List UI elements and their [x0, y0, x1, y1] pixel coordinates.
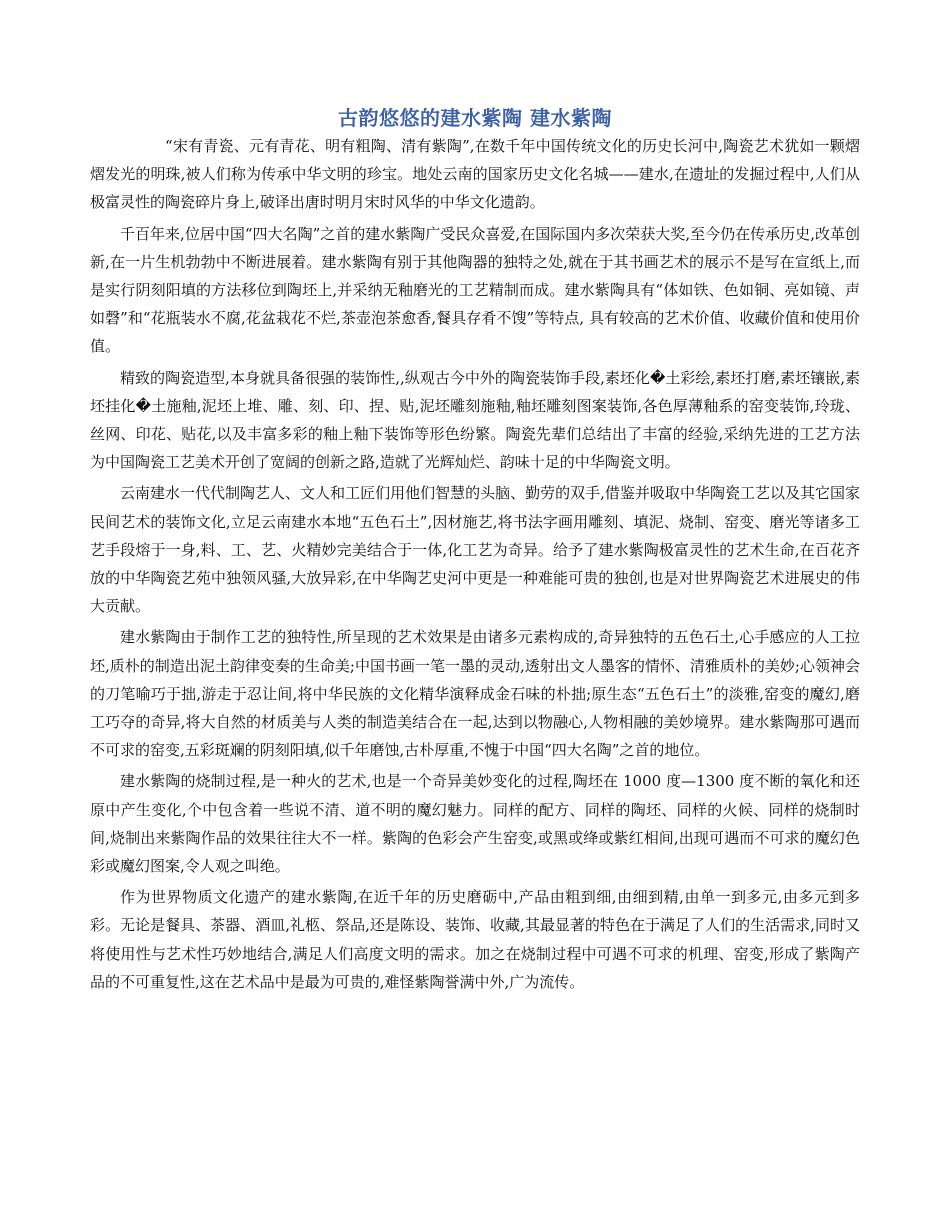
paragraph-artisans: 云南建水一代代制陶艺人、文人和工匠们用他们智慧的头脑、勤劳的双手,借鉴并吸取中华陶瓷工艺以及其它国家民间艺术的装饰文化,立足云南建水本地“五色石土”,因材施艺,将书法字画用雕刻、填泥、烧制、窑变、磨光等诸多工艺手段熔于一身,料、工、艺、火精妙完美结合于一体,化工艺为奇异。给予了建水紫陶极富灵性的艺术生命,在百花齐放的中华陶瓷艺苑中独领风骚,大放异彩,在中华陶艺史河中更是一种难能可贵的独创,也是对世界陶瓷艺术进展史的伟大贡献。	[90, 484, 860, 616]
document-page	[90, 104, 860, 996]
document-title: 古韵悠悠的建水紫陶 建水紫陶	[338, 106, 612, 130]
paragraph-artistic-effect: 建水紫陶由于制作工艺的独特性,所呈现的艺术效果是由诸多元素构成的,奇异独特的五色石土,心手感应的人工拉坯,质朴的制造出泥土韵律变奏的生命美;中国书画一笔一墨的灵动,透射出文人墨客的情怀、清雅质朴的美妙;心领神会的刀笔喻巧于拙,游走于忍让间,将中华民族的文化精华演释成金石味的朴拙;原生态“五色石土”的淡雅,窑变的魔幻,磨工巧夺的奇异,将大自然的材质美与人类的制造美结合在一起,达到以物融心,人物相融的美妙境界。建水紫陶那可遇而不可求的窑变,五彩斑斓的阴刻阳填,似千年磨蚀,古朴厚重,不愧于中国“四大名陶”之首的地位。	[90, 628, 860, 760]
paragraph-firing: 建水紫陶的烧制过程,是一种火的艺术,也是一个奇异美妙变化的过程,陶坯在 1000 度—1300 度不断的氧化和还原中产生变化,个中包含着一些说不清、道不明的魔幻魅力。同样的配方、同样的陶坯、同样的火候、同样的烧制时间,烧制出来紫陶作品的效果往往大不一样。紫陶的色彩会产生窑变,或黑或绛或紫红相间,出现可遇而不可求的魔幻色彩或魔幻图案,令人观之叫绝。	[90, 772, 860, 876]
paragraph-decoration: 精致的陶瓷造型,本身就具备很强的装饰性,,纵观古今中外的陶瓷装饰手段,素坯化�土彩绘,素坯打磨,素坯镶嵌,素坯挂化�土施釉,泥坯上堆、雕、刻、印、捏、贴,泥坯雕刻施釉,釉坯雕刻图案装饰,各色厚薄釉系的窑变装饰,玲珑、丝网、印花、贴花,以及丰富多彩的釉上釉下装饰等形色纷繁。陶瓷先辈们总结出了丰富的经验,采纳先进的工艺方法为中国陶瓷工艺美术开创了宽阔的创新之路,造就了光辉灿烂、韵味十足的中华陶瓷文明。	[90, 368, 860, 472]
paragraph-heritage: 作为世界物质文化遗产的建水紫陶,在近千年的历史磨砺中,产品由粗到细,由细到精,由单一到多元,由多元到多彩。无论是餐具、茶器、酒皿,礼柩、祭品,还是陈设、装饰、收藏,其最显著的特色在于满足了人们的生活需求,同时又将使用性与艺术性巧妙地结合,满足人们高度文明的需求。加之在烧制过程中可遇不可求的机理、窑变,形成了紫陶产品的不可重复性,这在艺术品中是最为可贵的,难怪紫陶誉满中外,广为流传。	[90, 888, 860, 991]
paragraph-intro: “宋有青瓷、元有青花、明有粗陶、清有紫陶”,在数千年中国传统文化的历史长河中,陶瓷艺术犹如一颗熠熠发光的明珠,被人们称为传承中华文明的珍宝。地处云南的国家历史文化名城——建水,在遗址的发掘过程中,人们从极富灵性的陶瓷碎片身上,破译出唐时明月宋时风华的中华文化遗韵。	[90, 137, 860, 212]
paragraph-history: 千百年来,位居中国“四大名陶”之首的建水紫陶广受民众喜爱,在国际国内多次荣获大奖,至今仍在传承历史,改革创新,在一片生机勃勃中不断进展着。建水紫陶有别于其他陶器的独特之处,就在于其书画艺术的展示不是写在宣纸上,而是实行阴刻阳填的方法移位到陶坯上,并采纳无釉磨光的工艺精制而成。建水紫陶具有“体如铁、色如铜、亮如镜、声如磬”和“花瓶装水不腐,花盆栽花不烂,茶壶泡茶愈香,餐具存肴不馊”等特点, 具有较高的艺术价值、收藏价值和使用价值。	[90, 224, 860, 356]
